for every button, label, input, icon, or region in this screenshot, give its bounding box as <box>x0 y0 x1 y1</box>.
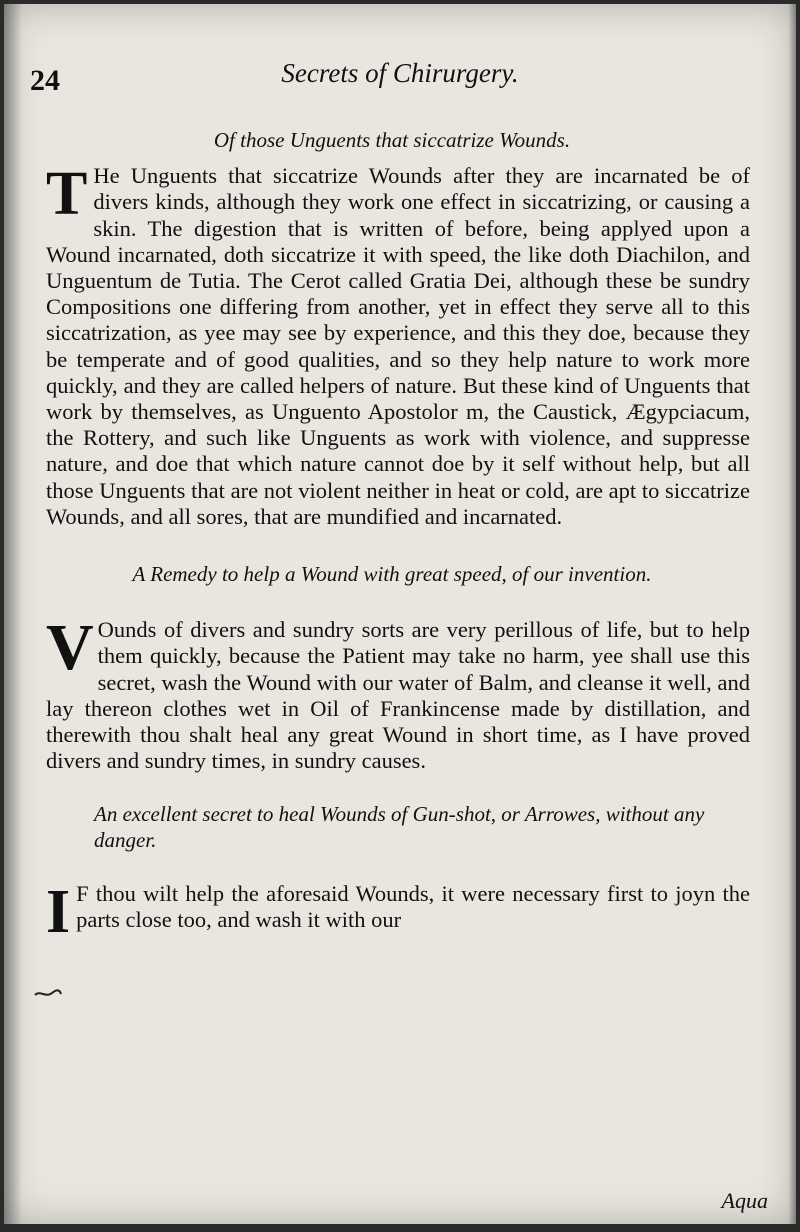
drop-cap: V <box>46 611 94 685</box>
section-text: Ounds of divers and sundry sorts are very perillous of life, but to help them quickly, because the Patient may take no harm, yee shall use this secret, wash the Wound with our water of Balm, and cleanse it well, and lay thereon clothes wet in Oil of Frankincense made by distillation, and therewith thou shalt heal any great Wound in short time, as I have proved divers and sundry times, in sundry causes. <box>46 617 750 774</box>
section-title: Of those Unguents that siccatrize Wounds. <box>213 128 571 152</box>
section-title: An excellent secret to heal Wounds of Gun-shot, or Arrowes, without any danger. <box>94 802 705 852</box>
drop-cap: T <box>46 160 88 229</box>
catchword: Aqua <box>721 1188 768 1213</box>
section-text: F thou wilt help the aforesaid Wounds, it were necessary first to joyn the parts close too, and wash it with our <box>76 880 750 933</box>
section-text: He Unguents that siccatrize Wounds after they are incarnated be of divers kinds, although they work one effect in siccatrizing, or causing a skin. The digestion that is written of before, being applyed upon a Wound incarnated, doth siccatrize it with speed, the like doth Diachilon, and Unguentum de Tutia. The Cerot called Gratia Dei, although these be sundry Compositions one differing from another, yet in effect they serve all to this siccatrization, as yee may see by experience, and this they doe, because they be temperate and of good qualities, and so they help nature to work more quickly, and they are called helpers of nature. But these kind of Unguents that work by themselves, as Unguento Apostolor m, the Caustick, Ægypciacum, the Rottery, and such like Unguents as work with violence, and suppresse nature, and doe that which nature cannot doe by it self without help, but all those Unguents that are not violent neither in heat or cold, are apt to siccatrize Wounds, and all sores, that are mundified and incarnated. <box>46 163 750 529</box>
section-body <box>34 611 750 774</box>
section-body <box>34 160 750 530</box>
section-title: A Remedy to help a Wound with great speed, of our invention. <box>132 562 652 587</box>
page-content <box>34 128 750 955</box>
page-edge-shadow <box>788 4 796 1224</box>
section-body <box>34 877 750 946</box>
ink-blot-icon <box>34 987 62 1001</box>
running-head <box>4 54 796 97</box>
running-title: Secrets of Chirurgery. <box>281 58 519 88</box>
book-page <box>4 4 796 1224</box>
drop-cap: I <box>46 877 71 946</box>
gutter-shadow <box>4 4 22 1224</box>
page-number: 24 <box>30 64 60 97</box>
